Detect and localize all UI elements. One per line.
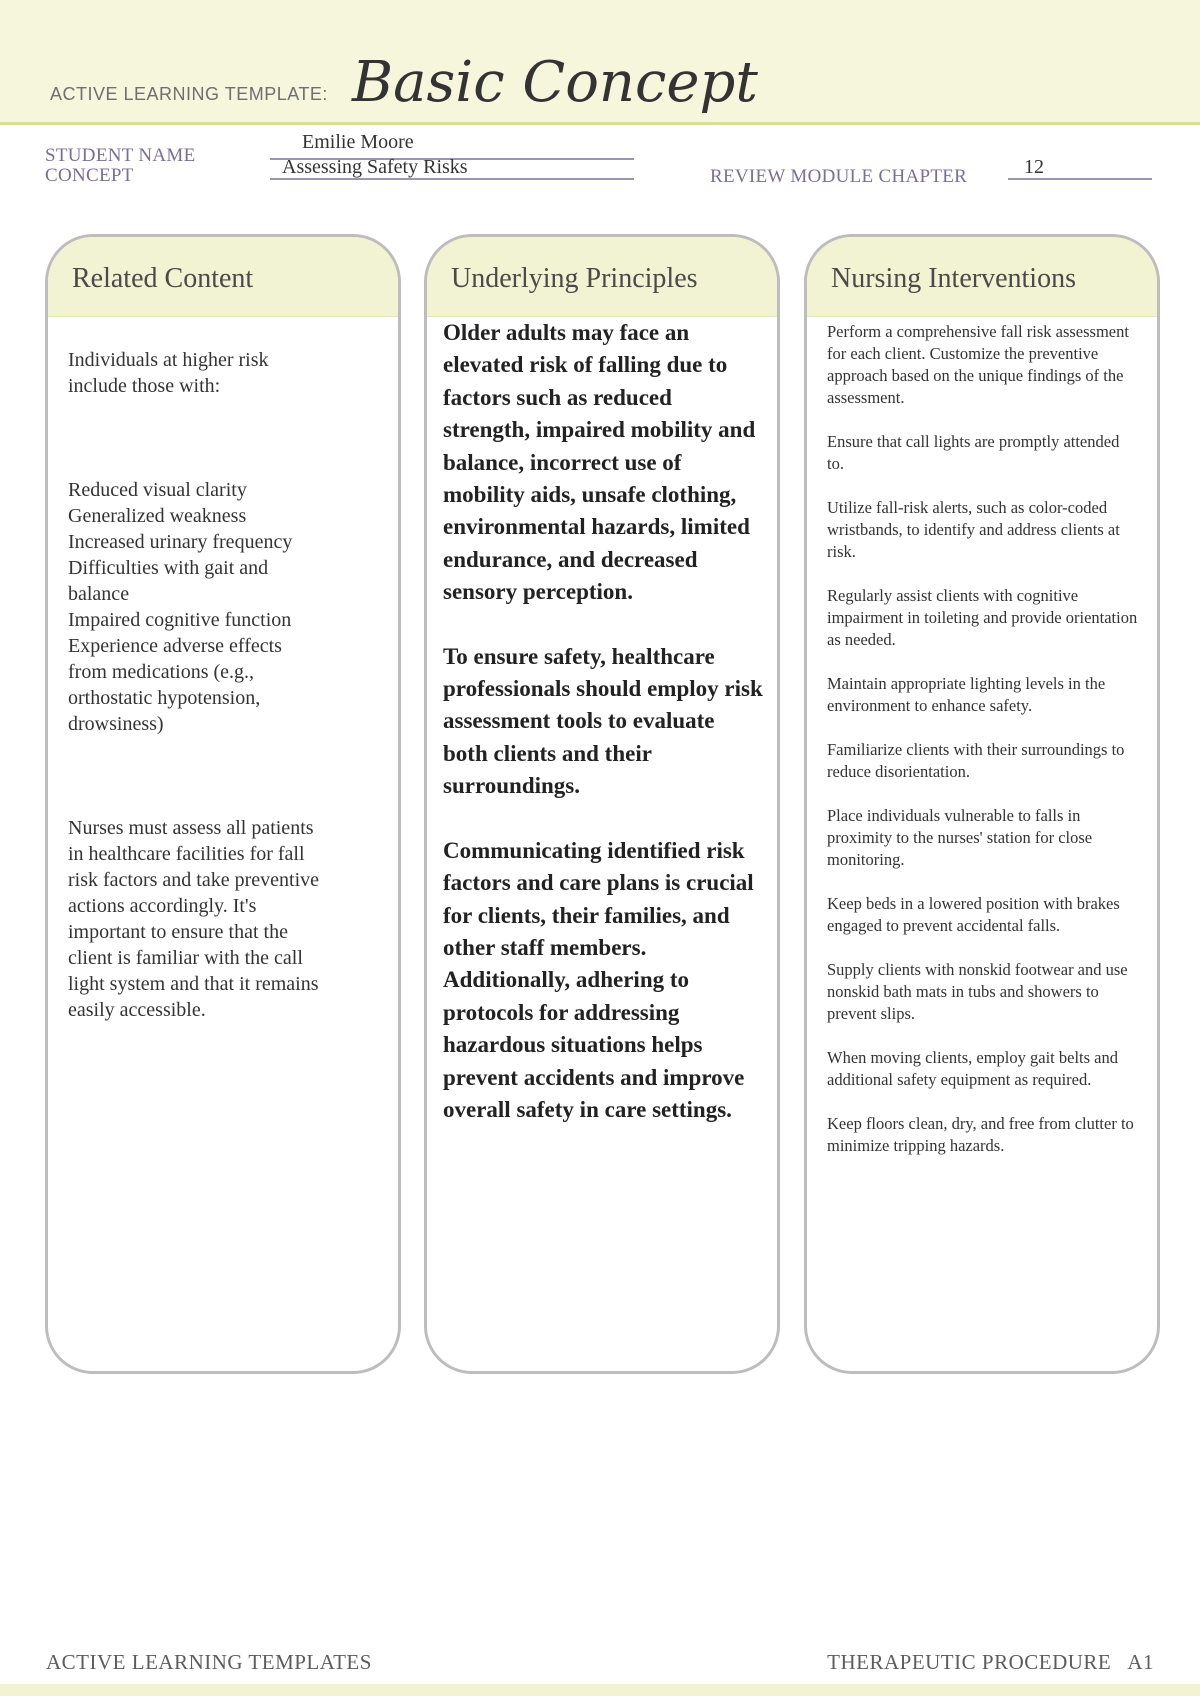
related-closing-line: actions accordingly. It's [68, 895, 257, 917]
related-closing-line: important to ensure that the [68, 921, 288, 943]
intervention-item: Keep floors clean, dry, and free from clutter to minimize tripping hazards. [827, 1114, 1134, 1155]
chapter-value[interactable]: 12 [1024, 156, 1044, 178]
intervention-item: Keep beds in a lowered position with brakes engaged to prevent accidental falls. [827, 894, 1120, 935]
risk-factor-item: Generalized weakness [68, 505, 247, 527]
header-band [0, 0, 1200, 125]
risk-factor-item: drowsiness) [68, 713, 164, 735]
review-module-chapter-label: REVIEW MODULE CHAPTER [710, 166, 968, 187]
template-title: Basic Concept [352, 50, 758, 115]
concept-label: CONCEPT [45, 165, 134, 186]
intervention-item: When moving clients, employ gait belts and additional safety equipment as required. [827, 1048, 1118, 1089]
related-closing-line: easily accessible. [68, 999, 206, 1021]
intervention-item: Ensure that call lights are promptly attended to. [827, 432, 1120, 473]
related-closing-line: in healthcare facilities for fall [68, 843, 305, 865]
footer-templates-label: ACTIVE LEARNING TEMPLATES [46, 1650, 372, 1674]
nursing-interventions-body [807, 317, 1157, 1157]
related-closing-line: client is familiar with the call [68, 947, 303, 969]
student-name-value[interactable]: Emilie Moore [302, 131, 414, 153]
principle-paragraph: To ensure safety, healthcare professionals should employ risk assessment tools to evaluate both clients and their surroundings. [443, 643, 763, 799]
footer-procedure-label: THERAPEUTIC PROCEDURE A1 [827, 1650, 1154, 1674]
risk-factor-item: Impaired cognitive function [68, 609, 292, 631]
concept-value[interactable]: Assessing Safety Risks [282, 156, 468, 178]
risk-factor-item: Difficulties with gait and [68, 557, 269, 579]
nursing-interventions-heading: Nursing Interventions [807, 237, 1157, 317]
student-name-label: STUDENT NAME [45, 145, 196, 166]
risk-factor-item: from medications (e.g., [68, 661, 255, 683]
related-intro-line: Individuals at higher risk [68, 349, 269, 371]
intervention-item: Familiarize clients with their surroundings to reduce disorientation. [827, 740, 1125, 781]
intervention-item: Place individuals vulnerable to falls in proximity to the nurses' station for close monitoring. [827, 806, 1093, 869]
risk-factor-item: Increased urinary frequency [68, 531, 293, 553]
intervention-item: Perform a comprehensive fall risk assessment for each client. Customize the preventive approach based on the unique findings of the assessment. [827, 322, 1129, 407]
underlying-principles-heading: Underlying Principles [427, 237, 777, 317]
footer-band [0, 1684, 1200, 1696]
risk-factor-item: orthostatic hypotension, [68, 687, 261, 709]
nursing-interventions-panel [804, 234, 1160, 1374]
risk-factor-item: Reduced visual clarity [68, 479, 247, 501]
risk-factor-item: Experience adverse effects [68, 635, 282, 657]
risk-factor-item: balance [68, 583, 130, 605]
underlying-principles-body [427, 317, 777, 1126]
underlying-principles-panel [424, 234, 780, 1374]
template-prefix: ACTIVE LEARNING TEMPLATE: [50, 84, 328, 104]
concept-underline [270, 178, 634, 180]
related-closing-line: risk factors and take preventive [68, 869, 320, 891]
principle-paragraph: Communicating identified risk factors and care plans is crucial for clients, their families, and other staff members. Additionally, adhering to protocols for addressing hazardous situations helps prevent accidents and improve overall safety in care settings. [443, 837, 754, 1122]
intervention-item: Maintain appropriate lighting levels in the environment to enhance safety. [827, 674, 1106, 715]
related-closing-line: Nurses must assess all patients [68, 817, 314, 839]
related-content-body [48, 317, 398, 1023]
related-intro-line: include those with: [68, 375, 221, 397]
principle-paragraph: Older adults may face an elevated risk of falling due to factors such as reduced strength, impaired mobility and balance, incorrect use of mobility aids, unsafe clothing, environmental hazards, limited endurance, and decreased sensory perception. [443, 320, 756, 605]
intervention-item: Supply clients with nonskid footwear and use nonskid bath mats in tubs and showers to prevent slips. [827, 960, 1128, 1023]
related-content-panel [45, 234, 401, 1374]
chapter-underline [1008, 178, 1152, 180]
related-content-heading: Related Content [48, 237, 398, 317]
intervention-item: Regularly assist clients with cognitive impairment in toileting and provide orientation as needed. [827, 586, 1138, 649]
intervention-item: Utilize fall-risk alerts, such as color-coded wristbands, to identify and address clients at risk. [827, 498, 1120, 561]
related-closing-line: light system and that it remains [68, 973, 319, 995]
